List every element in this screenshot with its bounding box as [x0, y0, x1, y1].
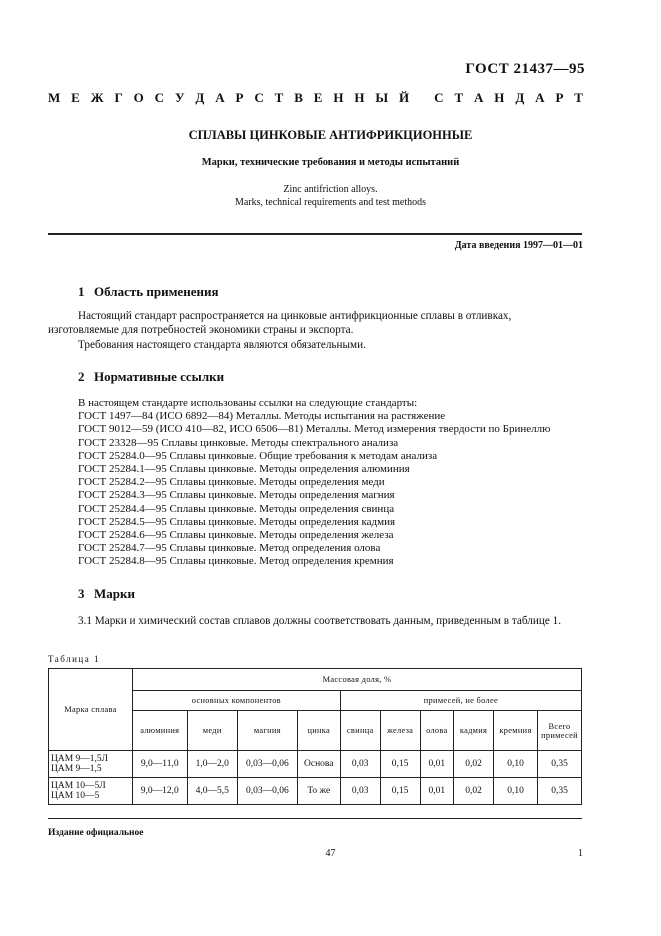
reference-item: ГОСТ 9012—59 (ИСО 410—82, ИСО 6506—81) Металлы. Метод измерения твердости по Бринеллю — [78, 423, 551, 436]
value-cell: 0,35 — [538, 751, 582, 778]
table-caption: Таблица 1 — [48, 654, 100, 664]
reference-item: ГОСТ 25284.7—95 Сплавы цинковые. Метод определения олова — [78, 542, 381, 555]
scope-paragraph: Настоящий стандарт распространяется на цинковые антифрикционные сплавы в отливках, изготовляемые для потребностей экономики страны и экспорта. — [48, 310, 512, 336]
marks-paragraph: 3.1 Марки и химический состав сплавов должны соответствовать данным, приведенным в таблице 1. — [78, 615, 561, 627]
reference-item: ГОСТ 25284.5—95 Сплавы цинковые. Методы определения кадмия — [78, 515, 396, 528]
reference-item: ГОСТ 25284.4—95 Сплавы цинковые. Методы определения свинца — [78, 502, 395, 515]
banner-letter: В — [294, 90, 303, 105]
mark-name: ЦАМ 10—5 — [51, 791, 100, 801]
banner-letter: Й — [399, 90, 410, 105]
document-code: ГОСТ 21437—95 — [465, 61, 585, 77]
col-silicon: кремния — [493, 711, 537, 751]
banner-letter: Н — [333, 90, 344, 105]
table-row — [49, 778, 582, 805]
edition-note: Издание официальное — [48, 828, 144, 838]
interstate-standard-banner — [48, 90, 583, 106]
footer-divider — [48, 818, 582, 819]
sheet-number: 1 — [578, 848, 583, 859]
value-cell: 0,01 — [420, 751, 454, 778]
header-impurities: примесей, не более — [340, 691, 581, 711]
banner-letter — [420, 90, 423, 106]
section-heading-references — [78, 369, 224, 385]
banner-letter: Ы — [375, 90, 389, 105]
banner-letter: Н — [354, 90, 365, 105]
value-cell: 0,03—0,06 — [237, 751, 297, 778]
banner-letter: Н — [494, 90, 505, 105]
value-cell: 0,15 — [380, 751, 420, 778]
reference-item: ГОСТ 23328—95 Сплавы цинковые. Методы спектрального анализа — [78, 436, 399, 449]
col-total-impurities: Всего примесей — [538, 711, 582, 751]
value-cell: 4,0—5,5 — [187, 778, 237, 805]
reference-item: ГОСТ 25284.2—95 Сплавы цинковые. Методы определения меди — [78, 476, 385, 489]
value-cell: 0,02 — [454, 778, 494, 805]
value-cell: 0,10 — [493, 751, 537, 778]
col-copper: меди — [187, 711, 237, 751]
reference-item: ГОСТ 25284.6—95 Сплавы цинковые. Методы определения железа — [78, 529, 394, 542]
col-zinc: цинка — [297, 711, 340, 751]
value-cell: 0,35 — [538, 778, 582, 805]
title-divider — [48, 233, 582, 235]
banner-letter: Д — [195, 90, 205, 105]
value-cell: 0,02 — [454, 751, 494, 778]
header-mass-fraction: Массовая доля, % — [132, 669, 581, 691]
header-mark: Марка сплава — [49, 669, 133, 751]
col-iron: железа — [380, 711, 420, 751]
mark-name: ЦАМ 9—1,5 — [51, 764, 102, 774]
value-cell: 1,0—2,0 — [187, 751, 237, 778]
mark-cell — [49, 778, 133, 805]
references-lead: В настоящем стандарте использованы ссылки на следующие стандарты: — [78, 397, 418, 409]
col-cadmium: кадмия — [454, 711, 494, 751]
section-number: 1 — [78, 284, 85, 299]
section-title: Марки — [94, 586, 135, 601]
banner-letter: Т — [274, 90, 284, 105]
mark-name: ЦАМ 9—1,5Л — [51, 754, 109, 764]
section-heading-scope — [78, 284, 218, 300]
banner-letter: Р — [555, 90, 564, 105]
mark-cell — [49, 751, 133, 778]
reference-item: ГОСТ 1497—84 (ИСО 6892—84) Металлы. Методы испытания на растяжение — [78, 410, 446, 423]
value-cell: 9,0—12,0 — [132, 778, 187, 805]
introduction-date: Дата введения 1997—01—01 — [454, 240, 583, 251]
col-magnesium: магния — [237, 711, 297, 751]
mark-name: ЦАМ 10—5Л — [51, 781, 106, 791]
reference-item: ГОСТ 25284.8—95 Сплавы цинковые. Метод определения кремния — [78, 555, 394, 568]
banner-letter: Е — [71, 90, 80, 105]
value-cell: 0,01 — [420, 778, 454, 805]
document-subtitle: Марки, технические требования и методы испытаний — [201, 157, 460, 168]
value-cell: 0,03 — [340, 751, 380, 778]
value-cell: 0,10 — [493, 778, 537, 805]
english-title-line-1: Zinc antifriction alloys. — [283, 184, 378, 195]
value-cell: 9,0—11,0 — [132, 751, 187, 778]
banner-letter: С — [254, 90, 264, 105]
banner-letter: С — [154, 90, 165, 105]
banner-letter: У — [174, 90, 185, 105]
reference-item: ГОСТ 25284.1—95 Сплавы цинковые. Методы определения алюминия — [78, 463, 410, 476]
value-cell: 0,03—0,06 — [237, 778, 297, 805]
page-number: 47 — [325, 848, 336, 859]
composition-table — [48, 668, 582, 805]
value-cell: 0,03 — [340, 778, 380, 805]
value-cell: То же — [297, 778, 340, 805]
banner-letter: М — [48, 90, 61, 105]
english-title-line-2: Marks, technical requirements and test methods — [234, 197, 427, 208]
col-aluminium: алюминия — [132, 711, 187, 751]
value-cell: 0,15 — [380, 778, 420, 805]
banner-letter: Е — [313, 90, 323, 105]
table-row — [49, 751, 582, 778]
col-lead: свинца — [340, 711, 380, 751]
banner-letter: Ж — [90, 90, 104, 105]
banner-letter: О — [133, 90, 144, 105]
section-number: 3 — [78, 586, 85, 601]
section-heading-marks — [78, 586, 135, 602]
reference-item: ГОСТ 25284.0—95 Сплавы цинковые. Общие требования к методам анализа — [78, 449, 438, 462]
banner-letter: Г — [114, 90, 123, 105]
section-title: Нормативные ссылки — [94, 369, 225, 384]
value-cell: Основа — [297, 751, 340, 778]
section-number: 2 — [78, 369, 85, 384]
mandatory-paragraph: Требования настоящего стандарта являются обязательными. — [78, 339, 366, 351]
banner-letter: А — [215, 90, 225, 105]
banner-letter: А — [474, 90, 484, 105]
banner-letter: Р — [235, 90, 244, 105]
banner-letter: А — [535, 90, 545, 105]
banner-letter: Д — [515, 90, 525, 105]
references-list — [78, 397, 550, 569]
section-title: Область применения — [94, 284, 219, 299]
col-tin: олова — [420, 711, 454, 751]
banner-letter: С — [434, 90, 444, 105]
reference-item: ГОСТ 25284.3—95 Сплавы цинковые. Методы определения магния — [78, 489, 395, 502]
banner-letter: Т — [454, 90, 464, 105]
header-main-components: основных компонентов — [132, 691, 340, 711]
document-title: СПЛАВЫ ЦИНКОВЫЕ АНТИФРИКЦИОННЫЕ — [188, 128, 473, 142]
banner-letter: Т — [574, 90, 583, 105]
